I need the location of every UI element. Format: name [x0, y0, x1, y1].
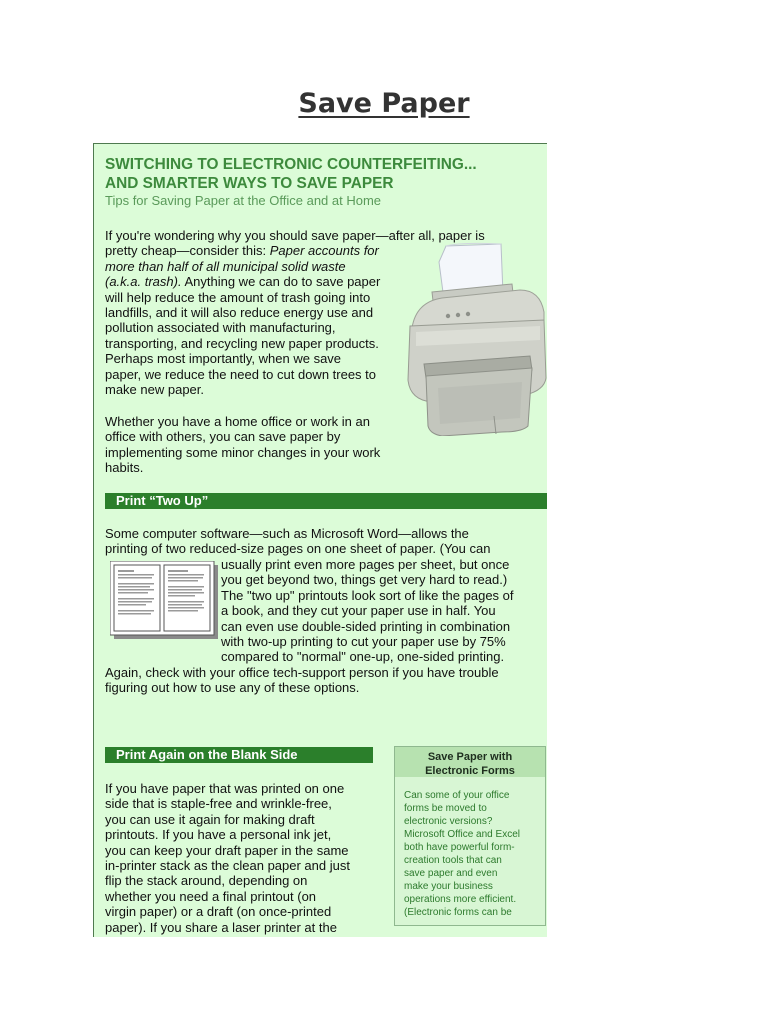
text-line: Microsoft Office and Excel — [404, 829, 520, 840]
text-line: usually print even more pages per sheet, but once — [221, 557, 510, 572]
text-line: Some computer software—such as Microsoft Word—allows the — [105, 526, 469, 541]
text-line: you get beyond two, things get very hard to read.) — [221, 572, 508, 588]
text-line: implementing some minor changes in your work — [105, 444, 381, 460]
text-line: virgin paper) or a draft (on once-printed — [105, 904, 332, 920]
text-line: in-printer stack as the clean paper and just — [105, 858, 350, 874]
text-line: transporting, and recycling new paper products. — [105, 335, 379, 351]
text-line: pollution associated with manufacturing, — [105, 320, 336, 336]
italic-span: Paper accounts for — [269, 243, 379, 259]
article-subtitle: Tips for Saving Paper at the Office and at Home — [105, 193, 382, 208]
text-line: landfills, and it will also reduce energy use and — [105, 305, 374, 321]
text-line: The "two up" printouts look sort of like the pages of — [221, 587, 514, 603]
text-line: you can keep your draft paper in the same — [105, 842, 349, 858]
text-line: If you're wondering why you should save paper—after all, paper is — [105, 228, 485, 243]
text-line: both have powerful form- — [404, 842, 515, 853]
two-up-pages-illustration — [110, 561, 218, 639]
text-line: a book, and they cut your paper use in half. You — [221, 603, 496, 619]
text-line: compared to "normal" one-up, one-sided printing. — [221, 649, 505, 665]
text-line: (Electronic forms can be — [404, 907, 512, 918]
sidebar-title — [395, 747, 545, 777]
text-line: with two-up printing to cut your paper use by 75% — [221, 634, 506, 650]
heading-line-1: SWITCHING TO ELECTRONIC COUNTERFEITING... — [105, 156, 477, 173]
text-line: make new paper. — [105, 382, 205, 398]
text-line: printing of two reduced-size pages on one sheet of paper. (You can — [105, 541, 491, 557]
text-line: whether you need a final printout (on — [105, 888, 317, 904]
text-line: you can use it again for making draft — [105, 811, 315, 827]
printer-illustration — [402, 236, 547, 436]
page-title: Save Paper — [298, 88, 470, 119]
blank-side-text — [105, 781, 390, 935]
text-line: side that is staple-free and wrinkle-free, — [105, 796, 332, 812]
text-line: make your business — [404, 881, 493, 892]
text-line: paper). If you share a laser printer at the — [105, 919, 337, 935]
sidebar-title-line: Electronic Forms — [425, 765, 515, 777]
section-heading-two-up: Print “Two Up” — [105, 493, 547, 509]
two-up-text-bottom — [105, 665, 545, 696]
italic-span: more than half of all municipal solid waste — [105, 258, 346, 274]
two-up-text-top — [105, 526, 545, 557]
text-line: creation tools that can — [404, 855, 502, 866]
two-up-text-wrap — [221, 557, 547, 665]
text-span: pretty cheap—consider this: — [105, 243, 270, 259]
text-line: will help reduce the amount of trash going into — [105, 289, 371, 305]
text-line: Perhaps most importantly, when we save — [105, 351, 342, 367]
text-line: habits. — [105, 460, 144, 476]
italic-span: (a.k.a. trash). — [105, 274, 182, 290]
article-panel — [93, 143, 547, 937]
text-line: flip the stack around, depending on — [105, 873, 308, 889]
intro-paragraph-2 — [105, 414, 415, 476]
heading-line-2: AND SMARTER WAYS TO SAVE PAPER — [105, 175, 394, 192]
text-line: If you have paper that was printed on one — [105, 781, 345, 796]
text-line: can even use double-sided printing in combination — [221, 618, 511, 634]
section-heading-blank-side: Print Again on the Blank Side — [105, 747, 373, 763]
text-line: save paper and even — [404, 868, 498, 879]
text-line: Whether you have a home office or work in an — [105, 414, 370, 429]
sidebar-title-line: Save Paper with — [427, 751, 513, 763]
text-line: office with others, you can save paper by — [105, 429, 341, 445]
text-line: Can some of your office — [404, 790, 510, 801]
text-line: electronic versions? — [404, 816, 493, 827]
text-line: Again, check with your office tech-support person if you have trouble — [105, 665, 499, 680]
electronic-forms-sidebar — [394, 746, 546, 926]
text-line: figuring out how to use any of these options. — [105, 680, 360, 696]
text-line: printouts. If you have a personal ink jet, — [105, 827, 332, 843]
article-heading — [105, 155, 477, 193]
text-line: paper, we reduce the need to cut down trees to — [105, 366, 377, 382]
sidebar-body — [395, 777, 545, 919]
text-line: forms be moved to — [404, 803, 487, 814]
text-span: Anything we can do to save paper — [181, 274, 381, 290]
text-line: operations more efficient. — [404, 894, 517, 905]
